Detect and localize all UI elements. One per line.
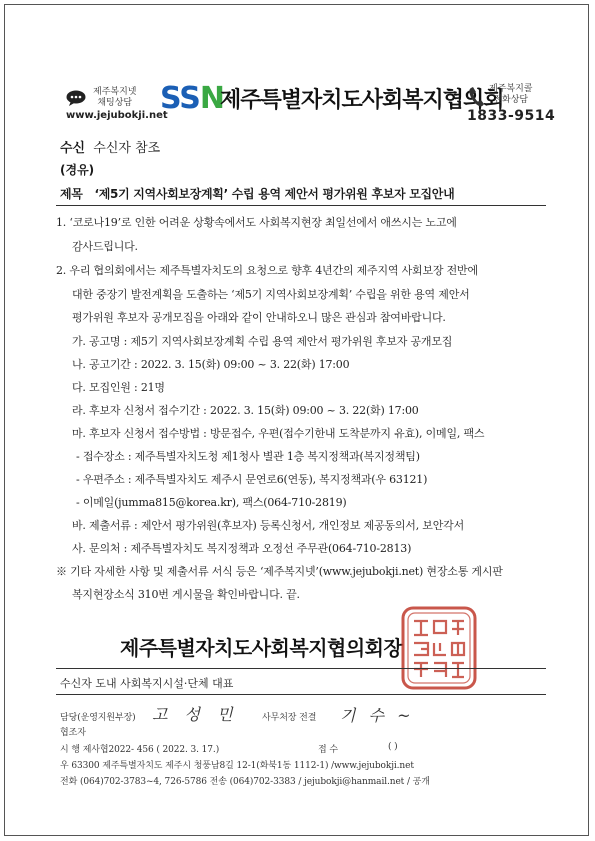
item-ga: 가. 공고명 : 제5기 지역사회보장계획 수립 용역 제안서 평가위원 후보자 공개모집: [72, 335, 453, 348]
item-ra: 라. 후보자 신청서 접수기간 : 2022. 3. 15(화) 09:00 ~ 3. 22(화) 17:00: [72, 404, 419, 417]
item-ba: 바. 제출서류 : 제안서 평가위원(후보자) 등록신청서, 개인정보 제공동의서, 보안각서: [72, 519, 465, 532]
recipients-list: 수신자 도내 사회복지시설·단체 대표: [60, 677, 234, 690]
chat-label-line1: 제주복지넷: [93, 87, 137, 97]
subject-divider: [56, 205, 546, 206]
phone-icon: [468, 86, 486, 108]
paragraph-1-line-1: 1. ‘코로나19’로 인한 어려운 상황속에서도 사회복지현장 최일선에서 애쓰시는 노고에: [56, 216, 457, 229]
address-line: 우 63300 제주특별자치도 제주시 청풍남8길 12-1(화북1동 1112-1) /www.jejubokji.net: [60, 761, 414, 771]
sender-divider: [56, 668, 546, 669]
phone-number: 1833-9514: [467, 108, 556, 124]
sender-name: 제주특별자치도사회복지협의회장: [120, 636, 403, 660]
ssn-logo: [160, 82, 224, 116]
phone-consult-label: [489, 84, 532, 106]
item-da: 다. 모집인원 : 21명: [72, 381, 165, 394]
chat-label-line2: 채팅상담: [97, 98, 133, 108]
org-title: 제주특별자치도사회복지협의회: [220, 88, 504, 113]
sub-item-post: - 우편주소 : 제주특별자치도 제주시 문연로6(연동), 복지정책과(우 63121): [76, 473, 428, 486]
via-label: (경유): [60, 163, 95, 177]
paragraph-2-line-3: 평가위원 후보자 공개모집을 아래와 같이 안내하오니 많은 관심과 참여바랍니다.: [72, 311, 446, 324]
subject-value: ‘제5기 지역사회보장계획’ 수립 용역 제안서 평가위원 후보자 모집안내: [94, 187, 455, 201]
official-seal: [400, 605, 478, 691]
note-line-2: 복지현장소식 310번 게시물을 확인바랍니다. 끝.: [72, 588, 300, 601]
paragraph-1-line-2: 감사드립니다.: [72, 240, 138, 253]
recipient-line: [60, 137, 160, 156]
note-line-1: ※ 기타 자세한 사항 및 제출서류 서식 등은 ‘제주복지넷’(www.jejubokji.net) 현장소통 게시판: [56, 565, 503, 578]
subject-label: 제목: [60, 187, 83, 201]
cooperator-label: 협조자: [60, 728, 86, 738]
receipt-value: ( ): [388, 742, 398, 752]
ssn-logo-letters-2: N: [199, 81, 224, 116]
sub-item-email: - 이메일(jumma815@korea.kr), 팩스(064-710-2819): [76, 496, 347, 509]
staff-role: 담당(운영지원부장): [60, 713, 136, 723]
phone-label-line2: 전화상담: [493, 95, 529, 105]
chat-consult-label: [93, 87, 136, 109]
director-signature: 기 수 ~: [340, 706, 415, 725]
phone-label-line1: 제주복지콜: [489, 84, 533, 94]
subject-line: [60, 185, 454, 202]
director-label: 사무처장 전결: [262, 713, 317, 723]
staff-signature: 고 성 민: [152, 705, 239, 724]
chat-bubble-icon: [66, 90, 90, 107]
contact-line: 전화 (064)702-3783~4, 726-5786 전송 (064)702-3383 / jejubokji@hanmail.net / 공개: [60, 777, 430, 787]
recipient-value: 수신자 참조: [93, 141, 161, 156]
paragraph-2-line-2: 대한 중장기 발전계획을 도출하는 ‘제5기 지역사회보장계획’ 수립을 위한 용역 제안서: [72, 288, 470, 301]
receipt-label: 접 수: [318, 745, 338, 755]
paragraph-2-line-1: 2. 우리 협의회에서는 제주특별자치도의 요청으로 향후 4년간의 제주지역 사회보장 전반에: [56, 264, 478, 277]
recipient-label: 수신: [60, 141, 86, 156]
ssn-logo-letters-1: SS: [160, 81, 200, 116]
sub-item-visit: - 접수장소 : 제주특별자치도청 제1청사 별관 1층 복지정책과(복지정책팀): [76, 450, 420, 463]
item-na: 나. 공고기간 : 2022. 3. 15(화) 09:00 ~ 3. 22(화) 17:00: [72, 358, 350, 371]
footer-divider: [56, 694, 546, 695]
item-sa: 사. 문의처 : 제주특별자치도 복지정책과 오정선 주무관(064-710-2813): [72, 542, 412, 555]
item-ma: 마. 후보자 신청서 접수방법 : 방문접수, 우편(접수기한내 도착분까지 유효), 이메일, 팩스: [72, 427, 485, 440]
site-url[interactable]: www.jejubokji.net: [66, 110, 168, 121]
enforcement-number: 시 행 제사협2022- 456 ( 2022. 3. 17.): [60, 745, 220, 755]
